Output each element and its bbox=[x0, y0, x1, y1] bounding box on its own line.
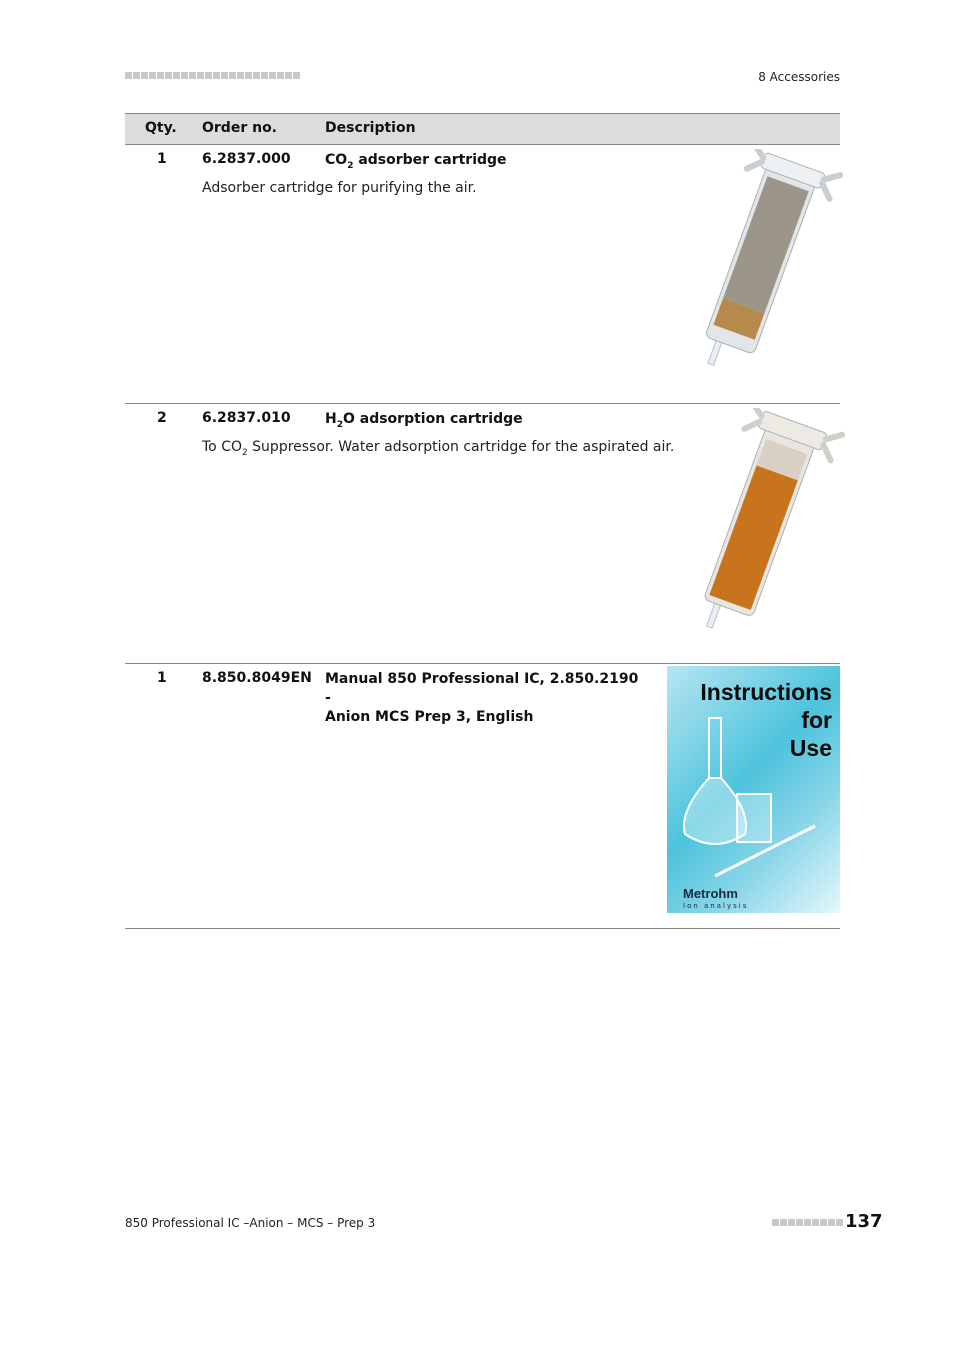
qty: 1 bbox=[157, 151, 167, 167]
glassware-icon bbox=[675, 716, 825, 886]
order-no: 6.2837.010 bbox=[202, 410, 291, 426]
table-row bbox=[125, 664, 840, 929]
table-row bbox=[125, 404, 840, 664]
footer-title: 850 Professional IC –Anion – MCS – Prep 3 bbox=[125, 1216, 376, 1230]
item-note: Adsorber cartridge for purifying the air. bbox=[202, 180, 477, 196]
table-row bbox=[125, 145, 840, 404]
description: $CO_2$ adsorber cartridge bbox=[325, 152, 507, 171]
order-no: 8.850.8049EN bbox=[202, 670, 312, 686]
footer-decoration bbox=[772, 1219, 843, 1226]
col-order: Order no. bbox=[202, 120, 278, 136]
metrohm-logo: Metrohm bbox=[683, 886, 738, 901]
accessories-table bbox=[125, 113, 840, 929]
h2o-cartridge-image bbox=[665, 408, 845, 643]
qty: 2 bbox=[157, 410, 167, 426]
table-header bbox=[125, 113, 840, 145]
description: Manual 850 Professional IC, 2.850.2190 - Anion MCS Prep 3, English bbox=[325, 671, 639, 725]
cover-tagline: Ion analysis bbox=[683, 902, 749, 910]
manual-cover-image bbox=[667, 666, 840, 913]
col-desc: Description bbox=[325, 120, 416, 136]
col-qty: Qty. bbox=[145, 120, 177, 136]
co2-cartridge-image bbox=[665, 149, 845, 379]
running-header: 8 Accessories bbox=[758, 70, 840, 84]
qty: 1 bbox=[157, 670, 167, 686]
header-decoration bbox=[125, 72, 300, 79]
order-no: 6.2837.000 bbox=[202, 151, 291, 167]
description: $H_2O$ adsorption cartridge bbox=[325, 411, 523, 430]
page-number: 137 bbox=[845, 1211, 883, 1232]
cover-title: Instructions for Use bbox=[700, 679, 832, 761]
item-note: To $CO_2$ Suppressor. Water adsorption cartridge for the aspirated air. bbox=[202, 439, 675, 458]
